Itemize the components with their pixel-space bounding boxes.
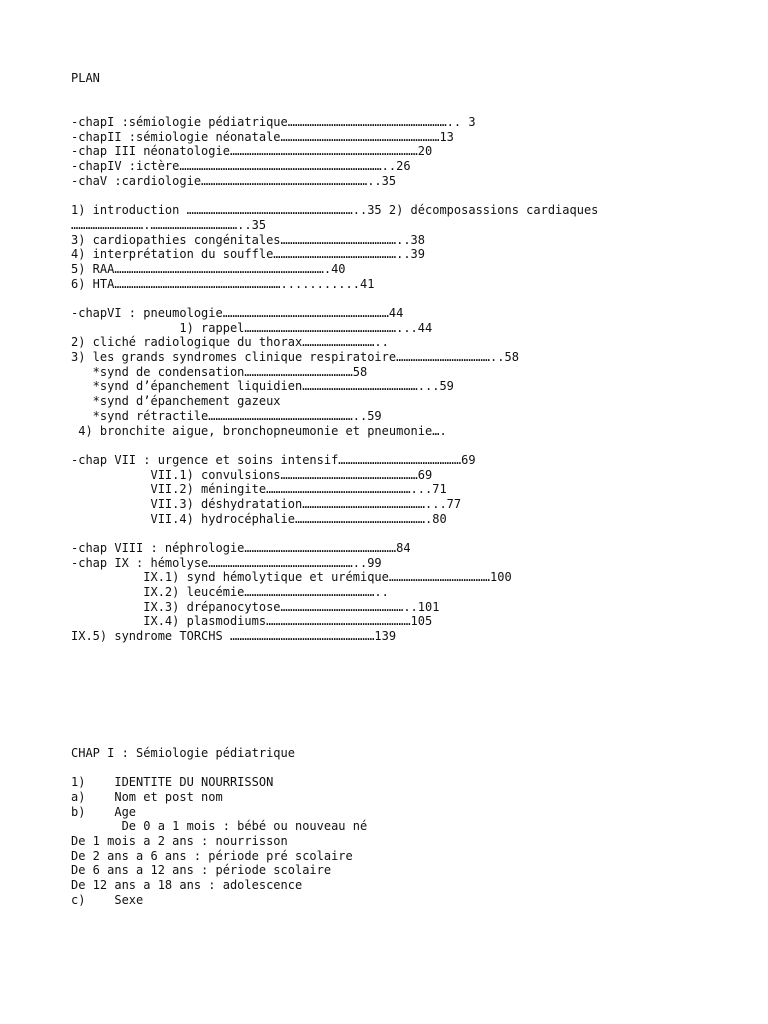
toc-entry: IX.1) synd hémolytique et urémique……………………………………100 <box>71 570 512 585</box>
list-item: c) Sexe <box>71 892 144 907</box>
plan-title: PLAN <box>71 71 100 85</box>
nephro-section <box>71 541 731 644</box>
toc-entry: -chaV :cardiologie……………………………………………………………..35 <box>71 173 397 188</box>
list-item: De 6 ans a 12 ans : période scolaire <box>71 863 332 878</box>
list-item: De 0 a 1 mois : bébé ou nouveau né <box>71 819 368 834</box>
toc-entry: 4) interprétation du souffle……………………………………………..39 <box>71 247 426 262</box>
toc-entry: 2) cliché radiologique du thorax………………………….. <box>71 335 389 350</box>
toc-entry: IX.4) plasmodiums……………………………………………………105 <box>71 614 433 629</box>
toc-entry: 6) HTA……………………………………………………………...........41 <box>71 276 375 291</box>
toc-entry: -chap IX : hémolyse……………………………………………………..99 <box>71 555 382 570</box>
toc-entry: VII.4) hydrocéphalie……………………………………………….80 <box>71 511 447 526</box>
toc-entry: IX.5) syndrome TORCHS ……………………………………………………139 <box>71 629 397 644</box>
toc-entry: -chap VIII : néphrologie………………………………………………………84 <box>71 541 411 556</box>
toc-entry: -chapVI : pneumologie……………………………………………………………44 <box>71 306 404 321</box>
toc-entry: 5) RAA…………………………………………………………………………….40 <box>71 261 346 276</box>
toc-entry: -chap VII : urgence et soins intensif……………………………………………69 <box>71 452 476 467</box>
toc-entry: *synd d’épanchement liquidien…………………………………………...59 <box>71 379 454 394</box>
list-item: a) Nom et post nom <box>71 789 223 804</box>
toc-entry: 1) rappel………………………………………………………...44 <box>71 320 433 335</box>
cardio-section <box>71 203 731 291</box>
list-item: De 12 ans a 18 ans : adolescence <box>71 878 303 893</box>
toc-entry: IX.3) drépanocytose……………………………………………..101 <box>71 599 440 614</box>
chapter-1-section <box>71 746 731 908</box>
list-item: De 1 mois a 2 ans : nourrisson <box>71 833 288 848</box>
toc-entry: -chapI :sémiologie pédiatrique………………………………………………………….. 3 <box>71 115 476 130</box>
toc-entry: VII.1) convulsions…………………………………………………69 <box>71 467 433 482</box>
toc-entry: *synd rétractile……………………………………………………..59 <box>71 408 382 423</box>
toc-entry: 4) bronchite aigue, bronchopneumonie et pneumonie…. <box>71 423 447 438</box>
toc-entry: -chapIV :ictère…………………………………………………………………………..26 <box>71 159 411 174</box>
toc-entry: IX.2) leucémie……………………………………………….. <box>71 585 389 600</box>
list-item: b) Age <box>71 804 137 819</box>
toc-entry: VII.2) méningite……………………………………………………...71 <box>71 482 447 497</box>
document-page <box>71 71 731 907</box>
chapter-title: CHAP I : Sémiologie pédiatrique <box>71 745 295 760</box>
toc-entry: 1) introduction ……………………………………………………………..35 2) décomposassions cardiaques ………………………….………………………………..35 <box>71 203 606 232</box>
toc-entry: 3) les grands syndromes clinique respiratoire…………………………………..58 <box>71 350 519 365</box>
toc-entry: *synd de condensation………………………………………58 <box>71 364 368 379</box>
plan-chapters-list <box>71 115 731 188</box>
toc-entry: VII.3) déshydratation……………………………………………...77 <box>71 496 462 511</box>
toc-entry: -chap III néonatologie……………………………………………………………………20 <box>71 144 433 159</box>
toc-entry: -chapII :sémiologie néonatale…………………………………………………………13 <box>71 129 454 144</box>
pneumo-section <box>71 306 731 438</box>
toc-entry: 3) cardiopathies congénitales…………………………………………..38 <box>71 232 426 247</box>
section-heading: 1) IDENTITE DU NOURRISSON <box>71 775 274 790</box>
toc-entry: *synd d’épanchement gazeux <box>71 394 281 409</box>
list-item: De 2 ans a 6 ans : période pré scolaire <box>71 848 353 863</box>
urgence-section <box>71 453 731 526</box>
